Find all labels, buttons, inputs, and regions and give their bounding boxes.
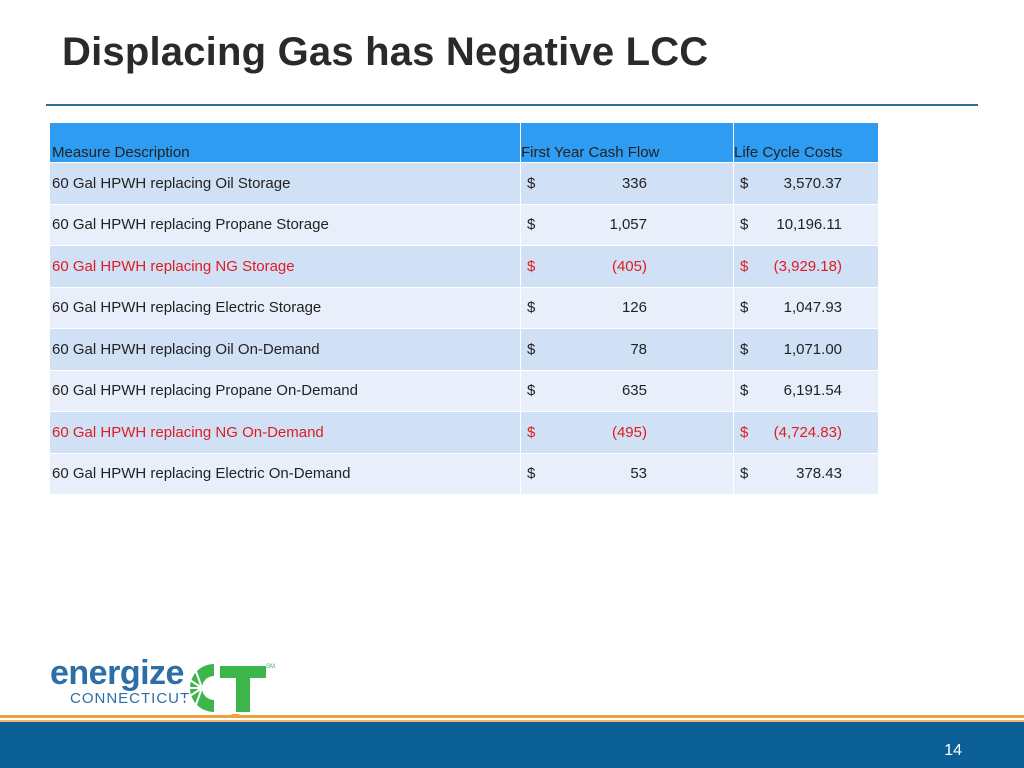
currency-symbol: $ bbox=[740, 257, 749, 275]
first-year-value: 336 bbox=[621, 174, 647, 192]
cell-measure: 60 Gal HPWH replacing Electric On-Demand bbox=[50, 454, 520, 495]
cell-first-year bbox=[520, 454, 733, 495]
cell-lcc bbox=[733, 163, 878, 204]
currency-symbol: $ bbox=[740, 423, 749, 441]
cell-lcc bbox=[733, 371, 878, 412]
currency-symbol: $ bbox=[527, 382, 536, 400]
cell-first-year bbox=[520, 371, 733, 412]
service-mark: SM bbox=[266, 664, 275, 670]
currency-symbol: $ bbox=[740, 465, 749, 483]
lcc-value: 3,570.37 bbox=[783, 174, 842, 192]
table-header-row bbox=[50, 123, 878, 163]
cell-lcc bbox=[733, 454, 878, 495]
lcc-value: (3,929.18) bbox=[773, 257, 842, 275]
cell-lcc bbox=[733, 288, 878, 329]
header-measure-description: Measure Description bbox=[50, 123, 520, 162]
first-year-value: (495) bbox=[611, 423, 647, 441]
cell-lcc bbox=[733, 205, 878, 246]
cell-measure: 60 Gal HPWH replacing Oil Storage bbox=[50, 163, 520, 204]
table-row bbox=[50, 412, 878, 454]
table-row bbox=[50, 329, 878, 371]
cell-first-year bbox=[520, 205, 733, 246]
currency-symbol: $ bbox=[527, 299, 536, 317]
first-year-value: 635 bbox=[621, 382, 647, 400]
slide-title: Displacing Gas has Negative LCC bbox=[62, 30, 709, 74]
header-life-cycle-costs: Life Cycle Costs bbox=[733, 123, 878, 162]
currency-symbol: $ bbox=[740, 216, 749, 234]
cell-measure: 60 Gal HPWH replacing Oil On-Demand bbox=[50, 329, 520, 370]
currency-symbol: $ bbox=[527, 340, 536, 358]
cell-lcc bbox=[733, 246, 878, 287]
cell-measure: 60 Gal HPWH replacing Propane On-Demand bbox=[50, 371, 520, 412]
table-row bbox=[50, 205, 878, 247]
cell-lcc bbox=[733, 412, 878, 453]
lcc-value: 1,071.00 bbox=[783, 340, 842, 358]
lcc-value: (4,724.83) bbox=[773, 423, 842, 441]
lcc-value: 378.43 bbox=[796, 465, 842, 483]
table-row bbox=[50, 288, 878, 330]
logo-connecticut: CONNECTICUT bbox=[70, 690, 191, 707]
table-body bbox=[50, 163, 878, 495]
cell-first-year bbox=[520, 329, 733, 370]
first-year-value: 78 bbox=[630, 340, 647, 358]
currency-symbol: $ bbox=[740, 174, 749, 192]
cell-measure: 60 Gal HPWH replacing NG Storage bbox=[50, 246, 520, 287]
table-row bbox=[50, 246, 878, 288]
currency-symbol: $ bbox=[527, 465, 536, 483]
currency-symbol: $ bbox=[527, 216, 536, 234]
cell-first-year bbox=[520, 412, 733, 453]
currency-symbol: $ bbox=[740, 382, 749, 400]
table-row bbox=[50, 454, 878, 496]
cell-first-year bbox=[520, 246, 733, 287]
currency-symbol: $ bbox=[740, 340, 749, 358]
currency-symbol: $ bbox=[527, 423, 536, 441]
table-row bbox=[50, 371, 878, 413]
cell-measure: 60 Gal HPWH replacing NG On-Demand bbox=[50, 412, 520, 453]
currency-symbol: $ bbox=[527, 174, 536, 192]
lcc-value: 6,191.54 bbox=[783, 382, 842, 400]
first-year-value: 126 bbox=[621, 299, 647, 317]
first-year-value: (405) bbox=[611, 257, 647, 275]
lcc-table bbox=[50, 123, 878, 495]
cell-first-year bbox=[520, 163, 733, 204]
cell-lcc bbox=[733, 329, 878, 370]
table-row bbox=[50, 163, 878, 205]
logo-wordmark: energize bbox=[50, 654, 184, 692]
title-divider bbox=[46, 104, 978, 106]
currency-symbol: $ bbox=[527, 257, 536, 275]
lcc-value: 1,047.93 bbox=[783, 299, 842, 317]
currency-symbol: $ bbox=[740, 299, 749, 317]
cell-measure: 60 Gal HPWH replacing Propane Storage bbox=[50, 205, 520, 246]
first-year-value: 1,057 bbox=[609, 216, 647, 234]
lcc-value: 10,196.11 bbox=[776, 216, 842, 234]
cell-measure: 60 Gal HPWH replacing Electric Storage bbox=[50, 288, 520, 329]
page-number: 14 bbox=[944, 742, 962, 759]
cell-first-year bbox=[520, 288, 733, 329]
header-first-year-cash-flow: First Year Cash Flow bbox=[520, 123, 733, 162]
footer-bar bbox=[0, 722, 1024, 768]
first-year-value: 53 bbox=[630, 465, 647, 483]
